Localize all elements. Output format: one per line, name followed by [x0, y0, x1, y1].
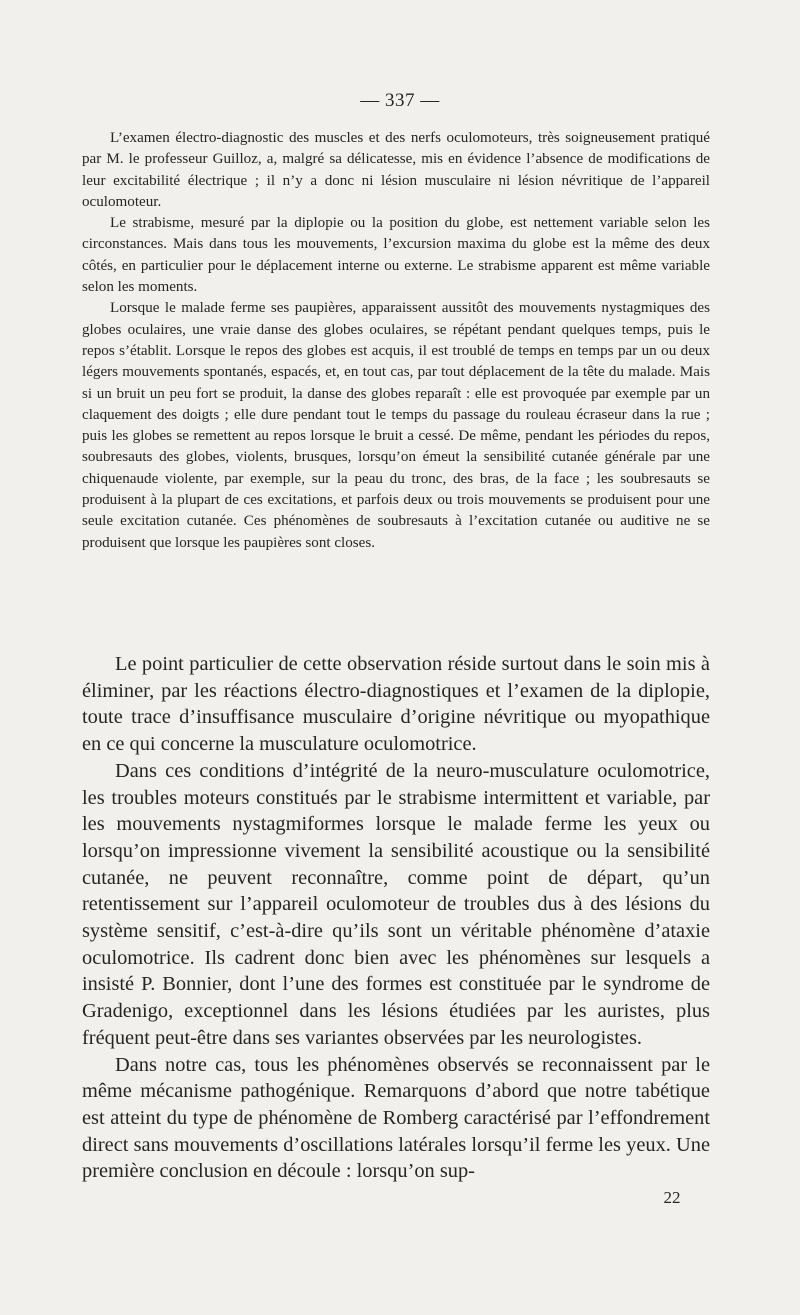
paragraph-point-particulier: Le point particulier de cette observation réside surtout dans le soin mis à éliminer, par les réactions électro-diagnostiques et l’examen de la diplopie, toute trace d’insuffisance musculaire d’origine névritique ou myopathique en ce qui concerne la musculature oculomotrice.: [82, 653, 710, 756]
page-number-header: — 337 —: [360, 90, 440, 111]
printer-signature-mark: 22: [663, 1188, 681, 1207]
paragraph-strabisme: Le strabisme, mesuré par la diplopie ou la position du globe, est nettement variable selon les circonstances. Mais dans tous les mouvements, l’excursion maxima du globe est la même des deux côtés, en particulier pour le déplacement interne ou externe. Le strabisme apparent est même variable selon les moments.: [82, 215, 710, 296]
paragraph-paupieres: Lorsque le malade ferme ses paupières, apparaissent aussitôt des mouvements nystagmiques des globes oculaires, une vraie danse des globes oculaires, se répétant pendant quelques temps, puis le repos s’établit. Lorsque le repos des globes est acquis, il est troublé de temps en temps par un ou deux légers mouvements spontanés, espacés, et, en tout cas, par tout déplacement de la tête du malade. Mais si un bruit un peu fort se produit, la danse des globes reparaît : elle est provoquée par exemple par un claquement des doigts ; elle dure pendant tout le temps du passage du rouleau écraseur dans la rue ; puis les globes se remettent au repos lorsque le bruit a cessé. De même, pendant les périodes du repos, soubresauts des globes, violents, brusques, lorsqu’on émeut la sensibilité cutanée générale par une chiquenaude violente, par exemple, sur la peau du tronc, des bras, de la face ; les soubresauts se produisent à la plupart de ces excitations, et parfois deux ou trois mouvements se produisent pour une seule excitation cutanée. Ces phénomènes de soubresauts à l’excitation cutanée ou auditive ne se produisent que lorsque les paupières sont closes.: [82, 300, 710, 551]
paragraph-notre-cas: Dans notre cas, tous les phénomènes observés se reconnaissent par le même mécanisme pathogénique. Remarquons d’abord que notre tabétique est atteint du type de phénomène de Romberg caractérisé par l’effondrement direct sans mouvements d’oscillations latérales lorsqu’il ferme les yeux. Une première conclusion en découle : lorsqu’on sup-: [82, 1053, 710, 1183]
paragraph-electro-diagnostic: L’examen électro-diagnostic des muscles et des nerfs oculomoteurs, très soigneusement pratiqué par M. le professeur Guilloz, a, malgré sa délicatesse, mis en évidence l’absence de modifications de leur excitabilité électrique ; il n’y a donc ni lésion musculaire ni lésion névritique de l’appareil oculomoteur.: [82, 130, 710, 210]
main-text-section: [82, 651, 710, 1185]
small-print-section: [82, 128, 710, 554]
paragraph-conditions-integrite: Dans ces conditions d’intégrité de la neuro-musculature oculomotrice, les troubles moteurs constitués par le strabisme intermittent et variable, par les mouvements nystagmiformes lorsque le malade ferme les yeux ou lorsqu’on impressionne vivement la sensibilité acoustique ou la sensibilité cutanée, ne peuvent reconnaître, comme point de départ, qu’un retentissement sur l’appareil oculomoteur de troubles dus à des lésions du système sensitif, c’est-à-dire qu’ils sont un véritable phénomène d’ataxie oculomotrice. Ils cadrent donc bien avec les phénomènes sur lesquels a insisté P. Bonnier, dont l’une des formes est constituée par le syndrome de Gradenigo, exceptionnel dans les lésions étudiées par les auristes, plus fréquent peut-être dans ses variantes observées par les neurologistes.: [82, 759, 710, 1049]
